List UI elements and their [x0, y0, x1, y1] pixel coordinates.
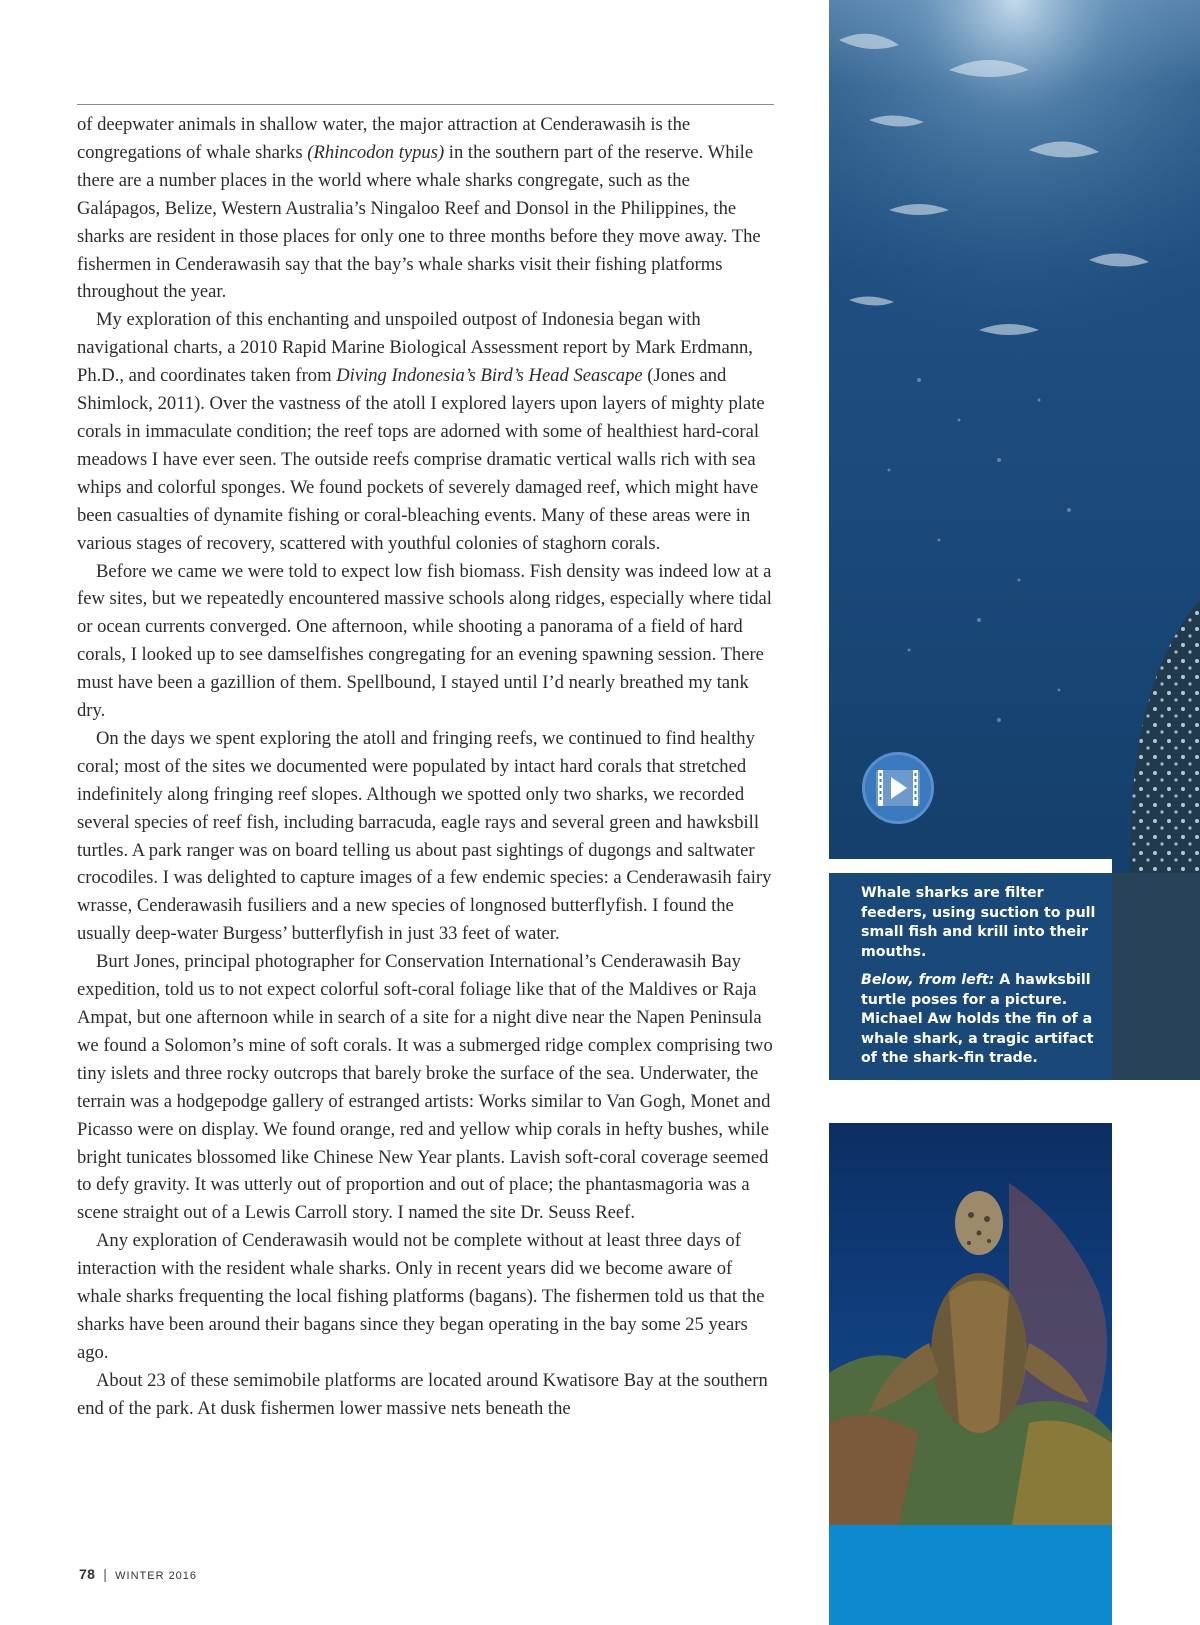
page-number: 78: [79, 1566, 96, 1582]
italic-title: (Rhincodon typus): [307, 141, 445, 163]
paragraph-text: On the days we spent exploring the atoll and fringing reefs, we continued to find healthy coral; most of the sites we documented were populated by intact hard corals that stretched indefinitely along fringing reef slopes. Although we spotted only two sharks, we recorded several species of reef fish, including barracuda, eagle rays and several green and hawksbill turtles. A park ranger was on board telling us about past sightings of dugongs and saltwater crocodiles. I was delighted to capture images of a few endemic species: a Cenderawasih fairy wrasse, Cenderawasih fusiliers and a new species of longnosed butterflyfish. I found the usually deep-water Burgess’ butterflyfish in just 33 feet of water.: [77, 727, 772, 945]
footer-separator: |: [103, 1566, 108, 1582]
page-margin-right: [1112, 1123, 1200, 1625]
column-gap: [829, 1080, 1200, 1123]
italic-title: Diving Indonesia’s Bird’s Head Seascape: [336, 365, 643, 387]
paragraph-text: of deepwater animals in shallow water, the major attraction at Cenderawasih is the congregations of whale sharks: [77, 114, 691, 163]
hawksbill-turtle-art: [829, 1123, 1112, 1525]
paragraph-text: in the southern part of the reserve. While there are a number places in the world where whale sharks congregate, such as the Galápagos, Belize, Western Australia’s Ningaloo Reef and Donsol in the Philippines, the sharks are resident in those places for only one to three months before they move away. The fishermen in Cenderawasih say that the bay’s whale sharks visit their fishing platforms throughout the year.: [77, 141, 761, 303]
hawksbill-turtle-photo: [829, 1123, 1112, 1525]
article-paragraph: [77, 1367, 777, 1423]
top-rule: [77, 104, 774, 105]
color-block: [829, 1525, 1112, 1625]
caption-main: Whale sharks are filter feeders, using suction to pull small fish and krill into their mouths.: [861, 885, 1096, 960]
play-video-icon: [870, 760, 926, 816]
article-paragraph: [77, 306, 777, 557]
paragraph-text: Before we came we were told to expect low fish biomass. Fish density was indeed low at a few sites, but we repeatedly encountered massive schools along ridges, especially where tidal or ocean currents converged. One afternoon, while shooting a panorama of a field of hard corals, I looked up to see damselfishes congregating for an evening spawning session. There must have been a gazillion of them. Spellbound, I stayed until I’d nearly breathed my tank dry.: [77, 560, 772, 722]
article-paragraph: [77, 111, 777, 306]
article-paragraph: [77, 1227, 777, 1367]
article-body: [77, 111, 777, 1423]
article-paragraph: [77, 725, 777, 948]
article-paragraph: [77, 948, 777, 1227]
article-paragraph: [77, 558, 777, 725]
paragraph-text: (Jones and Shimlock, 2011). Over the vastness of the atoll I explored layers upon layers of mighty plate corals in immaculate condition; the reef tops are adorned with some of healthiest hard-coral meadows I have ever seen. The outside reefs comprise dramatic vertical walls rich with sea whips and colorful sponges. We found pockets of severely damaged reef, which might have been casualties of dynamite fishing or coral-bleaching events. Many of these areas were in various stages of recovery, scattered with youthful colonies of staghorn corals.: [77, 365, 765, 554]
photo-caption: [861, 884, 1106, 1078]
paragraph-text: Any exploration of Cenderawasih would not be complete without at least three days of interaction with the resident whale sharks. Only in recent years did we become aware of whale sharks frequenting the local fishing platforms (bagans). The fishermen told us that the sharks have been around their bagans since they began operating in the bay some 25 years ago.: [77, 1230, 765, 1363]
caption-divider: [829, 859, 1112, 873]
paragraph-text: My exploration of this enchanting and unspoiled outpost of Indonesia began with navigational charts, a 2010 Rapid Marine Biological Assessment report by Mark Erdmann, Ph.D., and coordinates taken from: [77, 309, 753, 387]
page-footer: [79, 1566, 197, 1582]
paragraph-text: About 23 of these semimobile platforms are located around Kwatisore Bay at the southern end of the park. At dusk fishermen lower massive nets beneath the: [77, 1369, 768, 1419]
caption-secondary-text: A hawksbill turtle poses for a picture. Michael Aw holds the fin of a whale shark, a tragic artifact of the shark-fin trade.: [861, 972, 1094, 1066]
play-video-button[interactable]: [862, 752, 934, 824]
paragraph-text: Burt Jones, principal photographer for Conservation International’s Cenderawasih Bay expedition, told us to not expect colorful soft-coral foliage like that of the Maldives or Raja Ampat, but one afternoon while in search of a site for a night dive near the Napen Peninsula we found a Solomon’s mine of soft corals. It was a submerged ridge complex comprising two tiny islets and three rocky outcrops that barely broke the surface of the sea. Underwater, the terrain was a hodgepodge gallery of estranged artists: Works similar to Van Gogh, Monet and Picasso were on display. We found orange, red and yellow whip corals in hefty bushes, while bright tunicates blossomed like Chinese New Year plants. Lavish soft-coral coverage seemed to defy gravity. It was utterly out of proportion and out of place; the phantasmagoria was a scene straight out of a Lewis Carroll story. I named the site Dr. Seuss Reef.: [77, 951, 773, 1224]
caption-secondary: [861, 971, 1106, 1069]
issue-label: WINTER 2016: [115, 1570, 198, 1582]
caption-lead: Below, from left:: [861, 972, 995, 988]
